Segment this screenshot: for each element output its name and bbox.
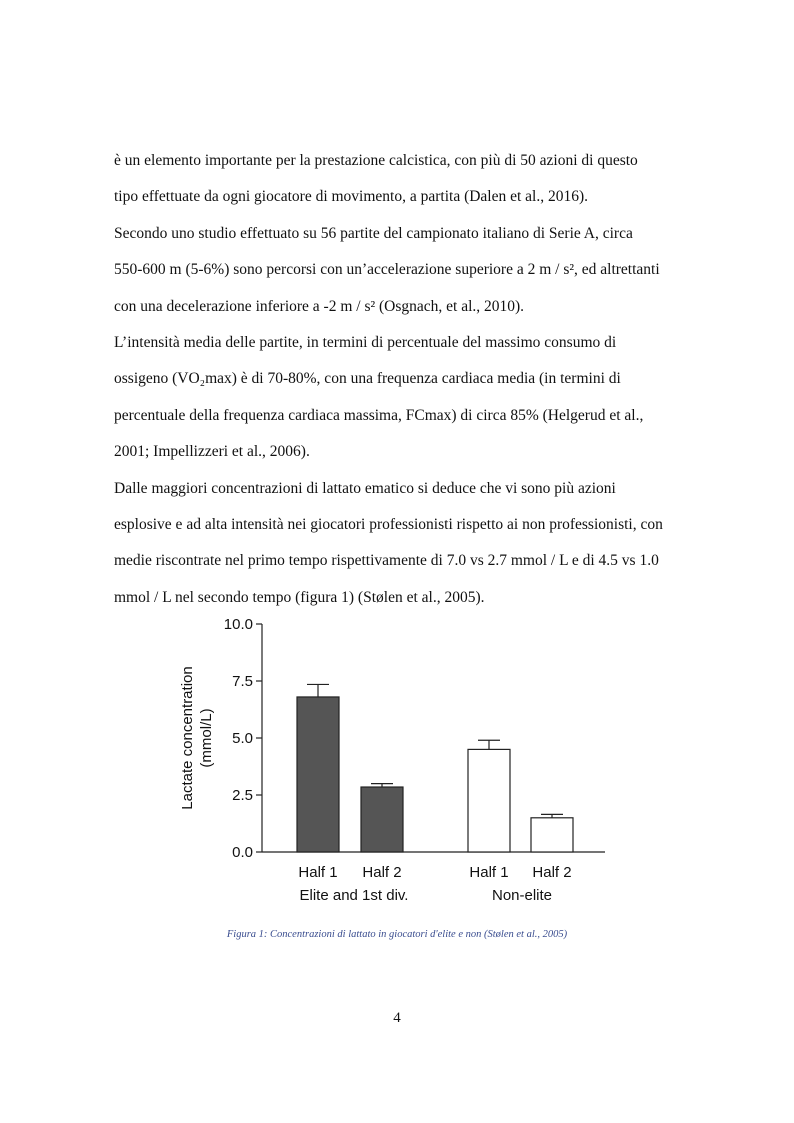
group-label: Elite and 1st div.: [299, 887, 409, 904]
body-line: 2001; Impellizzeri et al., 2006).: [114, 443, 310, 461]
body-line: con una decelerazione inferiore a -2 m / s² (Osgnach, et al., 2010).: [114, 297, 525, 315]
bar: [297, 697, 339, 852]
page-number: 4: [393, 1010, 401, 1026]
body-line: 550-600 m (5-6%) sono percorsi con un’accelerazione superiore a 2 m / s², ed altrettanti: [114, 261, 660, 279]
body-line: medie riscontrate nel primo tempo rispettivamente di 7.0 vs 2.7 mmol / L e di 4.5 vs 1.0: [114, 552, 659, 570]
body-line: mmol / L nel secondo tempo (figura 1) (Stølen et al., 2005).: [114, 588, 485, 606]
group-label: Non-elite: [491, 887, 553, 904]
y-axis-label: (mmol/L): [198, 708, 215, 768]
y-tick-label: 10.0: [223, 616, 253, 633]
bar: [361, 787, 403, 852]
x-tick-label: Half 1: [469, 864, 509, 881]
bar: [468, 749, 510, 852]
y-tick-label: 5.0: [232, 730, 253, 747]
figure-caption: Figura 1: Concentrazioni di lattato in giocatori d'elite e non (Stølen et al., 2005): [226, 929, 568, 940]
x-tick-label: Half 2: [532, 864, 572, 881]
body-line: percentuale della frequenza cardiaca massima, FCmax) di circa 85% (Helgerud et al.,: [114, 406, 644, 424]
lactate-bar-chart: [170, 610, 620, 910]
bar: [531, 818, 573, 852]
y-tick-label: 7.5: [232, 673, 253, 690]
body-line: ossigeno (VO₂max) è di 70-80%, con una frequenza cardiaca media (in termini di: [114, 370, 621, 388]
y-axis-label: Lactate concentration: [179, 666, 196, 810]
body-line: Dalle maggiori concentrazioni di lattato ematico si deduce che vi sono più azioni: [114, 479, 616, 497]
body-text: [114, 143, 684, 616]
body-line: Secondo uno studio effettuato su 56 partite del campionato italiano di Serie A, circa: [114, 224, 633, 242]
x-tick-label: Half 2: [362, 864, 402, 881]
body-line: è un elemento importante per la prestazione calcistica, con più di 50 azioni di questo: [114, 152, 638, 169]
y-tick-label: 0.0: [232, 844, 253, 861]
body-line: tipo effettuate da ogni giocatore di movimento, a partita (Dalen et al., 2016).: [114, 188, 589, 206]
body-line: esplosive e ad alta intensità nei giocatori professionisti rispetto ai non professionisti, con: [114, 515, 663, 533]
x-tick-label: Half 1: [298, 864, 338, 881]
body-line: L’intensità media delle partite, in termini di percentuale del massimo consumo di: [114, 333, 617, 351]
y-tick-label: 2.5: [232, 787, 253, 804]
